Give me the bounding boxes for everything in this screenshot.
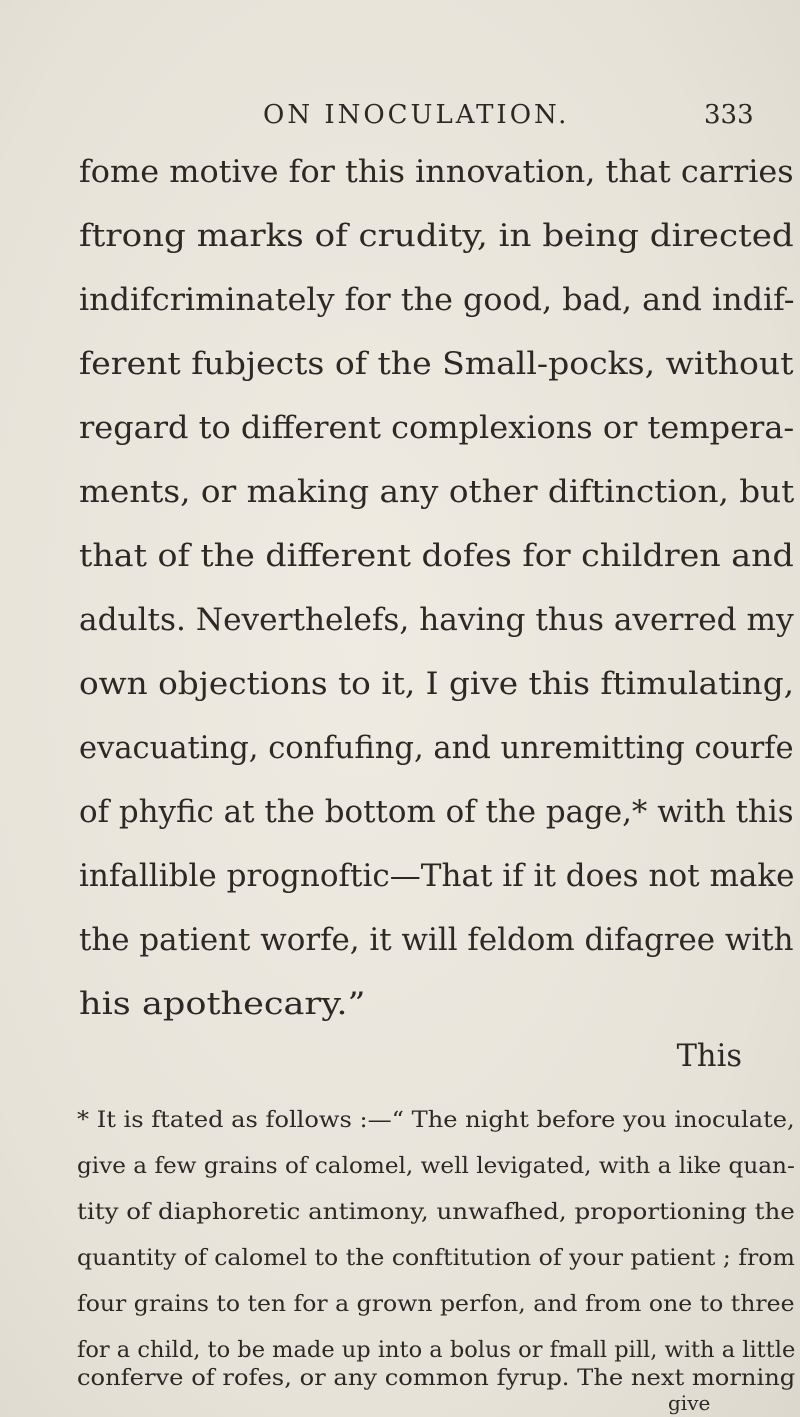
body-line: of phyfic at the bottom of the page,* with this xyxy=(79,795,794,830)
body-line: regard to different complexions or tempera- xyxy=(79,411,795,446)
footnote-line: conferve of rofes, or any common fyrup. The next morning xyxy=(77,1366,796,1391)
body-line: the patient worfe, it will feldom difagree with xyxy=(79,923,794,958)
footnote-line: give a few grains of calomel, well levigated, with a like quan- xyxy=(77,1154,795,1179)
footnote-line: * It is ftated as follows :—“ The night before you inoculate, xyxy=(77,1108,795,1133)
catchword: This xyxy=(676,1039,742,1074)
body-line: own objections to it, I give this ftimulating, xyxy=(79,667,795,702)
body-line: fome motive for this innovation, that carries xyxy=(79,155,794,190)
body-line: infallible prognoftic—That if it does not make xyxy=(79,859,795,894)
footnote-line: for a child, to be made up into a bolus or fmall pill, with a little xyxy=(77,1338,796,1363)
running-title: ON INOCULATION. xyxy=(263,100,570,130)
body-line: evacuating, confufing, and unremitting courfe xyxy=(79,731,794,766)
body-line: adults. Neverthelefs, having thus averred my xyxy=(79,603,794,638)
body-line: ftrong marks of crudity, in being directed xyxy=(79,219,794,254)
body-line: his apothecary.” xyxy=(79,987,366,1022)
footnote-line: tity of diaphoretic antimony, unwafhed, proportioning the xyxy=(77,1200,795,1225)
footnote-line: four grains to ten for a grown perfon, and from one to three xyxy=(77,1292,795,1317)
body-line: ments, or making any other diftinction, but xyxy=(79,475,795,510)
body-line: ferent fubjects of the Small-pocks, without xyxy=(79,347,794,382)
footnote-line: quantity of calomel to the conftitution of your patient ; from xyxy=(77,1246,795,1271)
footnote-catchword: give xyxy=(668,1391,711,1415)
body-line: indifcriminately for the good, bad, and indif- xyxy=(79,283,795,318)
page-number: 333 xyxy=(704,100,754,130)
body-line: that of the different dofes for children and xyxy=(79,539,794,574)
